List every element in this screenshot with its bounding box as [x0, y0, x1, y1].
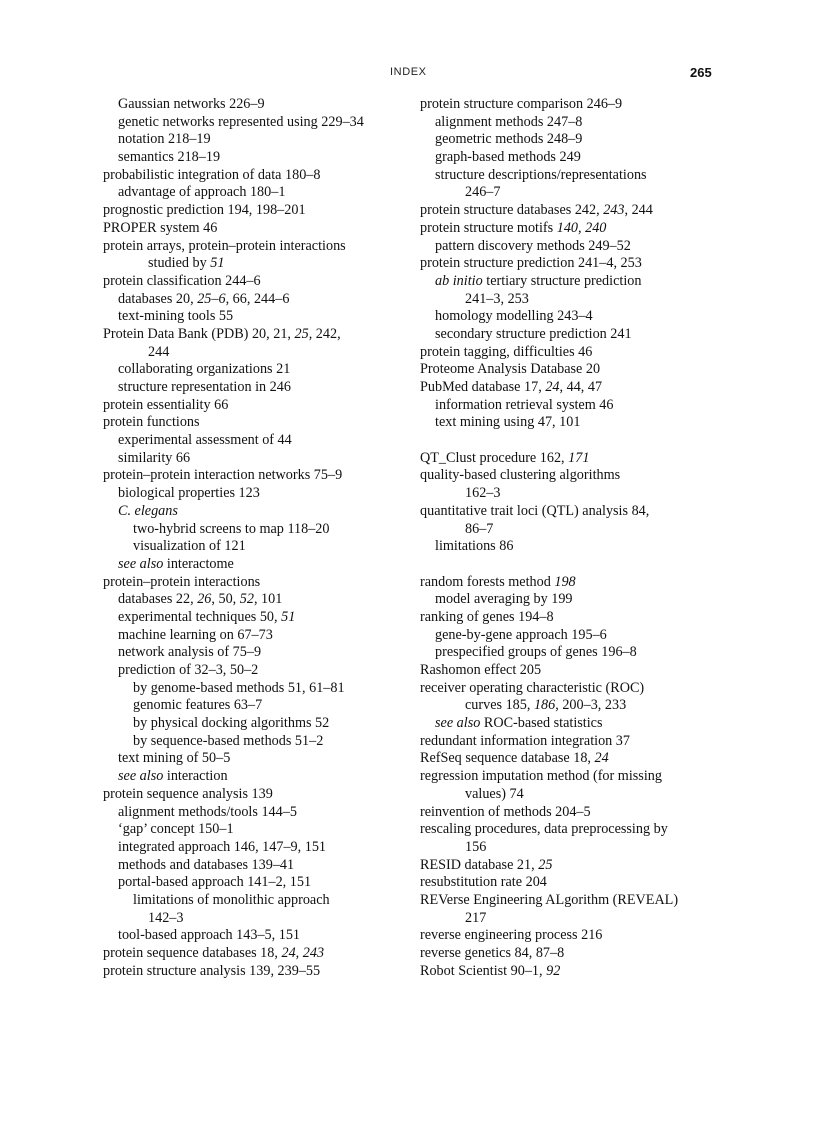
index-entry-text: 162–3	[465, 485, 501, 502]
index-subentry	[103, 750, 403, 768]
index-subentry	[103, 927, 403, 945]
index-subentry	[420, 149, 720, 167]
index-entry-italic-text: 26	[197, 591, 212, 608]
index-entry-text: Gaussian networks 226–9	[118, 96, 265, 112]
index-entry-text: homology modelling 243–4	[435, 308, 593, 325]
index-entry-italic-text: 92	[546, 962, 561, 979]
index-subentry	[103, 538, 403, 556]
index-entry	[420, 821, 720, 839]
index-entry-text: structure representation in 246	[118, 379, 291, 395]
index-entry-text: limitations 86	[435, 538, 514, 555]
index-entry	[420, 574, 720, 592]
index-subentry	[103, 96, 403, 114]
index-entry-italic-text: 186	[533, 697, 556, 714]
index-entry-text: tool-based approach 143–5, 151	[118, 927, 301, 944]
index-entry	[420, 750, 720, 768]
index-subentry	[420, 308, 720, 326]
index-entry	[420, 963, 720, 981]
index-subentry	[103, 131, 403, 149]
index-entry-text: information retrieval system 46	[435, 396, 614, 413]
index-entry-text: , 66, 244–6	[225, 290, 290, 307]
index-entry	[103, 167, 403, 185]
index-entry-text: databases 20,	[118, 290, 198, 307]
index-entry-italic-text: ab initio	[435, 272, 483, 289]
index-subentry	[103, 255, 403, 273]
index-entry-text: Protein Data Bank (PDB) 20, 21,	[103, 325, 295, 342]
index-subentry	[103, 344, 403, 362]
index-entry	[420, 927, 720, 945]
index-entry	[103, 414, 403, 432]
index-entry	[420, 344, 720, 362]
index-entry-text: ‘gap’ concept 150–1	[118, 821, 234, 838]
index-subentry	[420, 485, 720, 503]
index-entry-text: by genome-based methods 51, 61–81	[133, 679, 345, 696]
index-entry-text: 217	[465, 909, 487, 926]
index-subentry	[103, 591, 403, 609]
index-subentry	[420, 184, 720, 202]
index-entry	[420, 662, 720, 680]
index-subentry	[103, 432, 403, 450]
index-subentry	[420, 644, 720, 662]
index-entry-text: experimental techniques 50,	[118, 608, 282, 625]
index-entry-italic-text: 243	[603, 202, 625, 219]
index-subentry	[103, 114, 403, 132]
index-entry	[103, 238, 403, 256]
index-entry-text: resubstitution rate 204	[420, 874, 547, 891]
index-entry-italic-text: 24	[594, 750, 609, 767]
index-entry-text: interactome	[163, 555, 234, 572]
index-entry-text: methods and databases 139–41	[118, 856, 295, 873]
index-entry	[420, 467, 720, 485]
index-entry	[420, 804, 720, 822]
index-subentry	[420, 697, 720, 715]
index-entry	[420, 202, 720, 220]
index-subentry	[103, 556, 403, 574]
index-entry-text: quality-based clustering algorithms	[420, 467, 621, 484]
index-subentry	[103, 715, 403, 733]
index-entry	[420, 503, 720, 521]
index-entry-text: gene-by-gene approach 195–6	[435, 626, 607, 643]
index-entry-text: graph-based methods 249	[435, 149, 581, 166]
index-subentry	[420, 910, 720, 928]
index-entry-text: 156	[465, 838, 487, 855]
index-entry-italic-text: 52	[239, 591, 254, 608]
index-entry-text: ranking of genes 194–8	[420, 608, 554, 625]
index-entry-text: , 101	[253, 591, 283, 608]
index-entry-text: secondary structure prediction 241	[435, 325, 632, 342]
index-entry	[103, 574, 403, 592]
index-entry-text: random forests method	[420, 573, 555, 590]
index-entry	[103, 467, 403, 485]
index-subentry	[103, 485, 403, 503]
index-entry	[420, 255, 720, 273]
index-entry-text: protein arrays, protein–protein interactions	[103, 237, 346, 254]
index-entry-text: protein structure databases 242,	[420, 202, 604, 219]
index-entry-text: quantitative trait loci (QTL) analysis 84,	[420, 502, 650, 519]
index-entry-text: text mining using 47, 101	[435, 414, 581, 431]
index-subentry	[420, 326, 720, 344]
index-subentry	[103, 627, 403, 645]
index-subentry	[103, 644, 403, 662]
index-entry-italic-text: see also	[435, 715, 481, 732]
index-entry	[420, 892, 720, 910]
index-entry-text: reverse engineering process 216	[420, 927, 603, 944]
index-entry-text: redundant information integration 37	[420, 732, 630, 749]
index-entry-text: 86–7	[465, 520, 494, 537]
index-entry	[420, 768, 720, 786]
index-entry-text: ,	[578, 219, 586, 236]
index-entry-text: protein functions	[103, 414, 200, 431]
index-subentry	[103, 733, 403, 751]
index-entry-italic-text: 25	[294, 325, 309, 342]
index-entry-text: 244	[148, 343, 170, 360]
index-subentry	[420, 786, 720, 804]
index-entry-italic-text: see also	[118, 768, 164, 785]
index-entry-text: advantage of approach 180–1	[118, 184, 286, 201]
running-header	[0, 66, 816, 82]
index-entry-text: tertiary structure prediction	[482, 272, 642, 289]
index-entry-text: prognostic prediction 194, 198–201	[103, 202, 306, 219]
index-entry-text: portal-based approach 141–2, 151	[118, 874, 312, 891]
index-subentry	[103, 361, 403, 379]
index-entry-text: , 44, 47	[559, 379, 603, 395]
index-entry-text: protein essentiality 66	[103, 396, 229, 413]
index-entry-text: , 200–3, 233	[555, 697, 627, 714]
index-entry	[420, 945, 720, 963]
index-entry-text: semantics 218–19	[118, 149, 221, 166]
index-entry	[103, 273, 403, 291]
index-entry-text: probabilistic integration of data 180–8	[103, 166, 321, 183]
index-entry-text: PROPER system 46	[103, 219, 218, 236]
index-letter-break	[420, 432, 720, 450]
index-subentry	[103, 521, 403, 539]
index-entry-italic-text: 171	[568, 449, 590, 466]
index-entry-text: by physical docking algorithms 52	[133, 715, 330, 732]
index-entry-text: ,	[295, 945, 303, 961]
index-subentry	[420, 131, 720, 149]
index-entry-text: protein structure motifs	[420, 219, 557, 236]
index-entry-text: experimental assessment of 44	[118, 432, 292, 449]
index-subentry	[420, 167, 720, 185]
index-entry-italic-text: 198	[554, 573, 576, 590]
index-entry-text: interaction	[163, 768, 228, 785]
index-entry-text: reverse genetics 84, 87–8	[420, 945, 565, 961]
index-subentry	[420, 715, 720, 733]
index-entry-text: geometric methods 248–9	[435, 131, 583, 148]
index-entry	[420, 733, 720, 751]
index-entry-text: , 50,	[211, 591, 240, 608]
index-entry-italic-text: 140	[556, 219, 579, 236]
index-entry-text: protein tagging, difficulties 46	[420, 343, 593, 360]
index-entry-text: 241–3, 253	[465, 290, 529, 307]
index-subentry	[103, 697, 403, 715]
index-subentry	[103, 892, 403, 910]
index-entry-text: receiver operating characteristic (ROC)	[420, 679, 645, 696]
index-entry-text: machine learning on 67–73	[118, 626, 273, 643]
index-entry-text: protein structure analysis 139, 239–55	[103, 962, 321, 979]
index-entry	[420, 874, 720, 892]
index-entry	[420, 680, 720, 698]
index-entry-text: reinvention of methods 204–5	[420, 803, 591, 820]
index-subentry	[103, 662, 403, 680]
index-entry-text: values) 74	[465, 785, 524, 802]
index-entry-text: integrated approach 146, 147–9, 151	[118, 838, 327, 855]
index-subentry	[103, 910, 403, 928]
index-subentry	[103, 768, 403, 786]
index-entry-text: text mining of 50–5	[118, 750, 231, 767]
index-entry	[103, 326, 403, 344]
index-entry-italic-text: 51	[210, 255, 225, 272]
index-subentry	[103, 874, 403, 892]
index-subentry	[103, 450, 403, 468]
index-entry-text: protein–protein interaction networks 75–9	[103, 467, 343, 484]
index-subentry	[103, 308, 403, 326]
index-entry-text: prediction of 32–3, 50–2	[118, 662, 259, 678]
index-entry-italic-text: 24	[281, 945, 296, 961]
index-entry-text: genetic networks represented using 229–34	[118, 113, 364, 130]
index-entry-text: RESID database 21,	[420, 856, 539, 873]
index-entry-text: protein structure comparison 246–9	[420, 96, 623, 112]
index-entry-text: RefSeq sequence database 18,	[420, 750, 595, 767]
index-entry	[103, 963, 403, 981]
page-number: 265	[690, 65, 712, 80]
index-entry-text: databases 22,	[118, 591, 198, 608]
index-subentry	[103, 680, 403, 698]
index-entry-text: prespecified groups of genes 196–8	[435, 644, 637, 661]
index-entry-text: 142–3	[148, 909, 184, 926]
index-column-left	[103, 96, 403, 980]
index-entry-text: ROC-based statistics	[480, 715, 603, 732]
index-entry-text: rescaling procedures, data preprocessing by	[420, 821, 668, 838]
index-subentry	[103, 839, 403, 857]
index-entry-text: QT_Clust procedure 162,	[420, 449, 569, 466]
index-entry-text: biological properties 123	[118, 485, 260, 502]
index-entry-text: alignment methods/tools 144–5	[118, 803, 297, 820]
index-entry	[103, 945, 403, 963]
index-entry	[103, 220, 403, 238]
index-entry-italic-text: C. elegans	[118, 502, 178, 519]
index-entry-text: studied by	[148, 255, 211, 272]
index-subentry	[103, 821, 403, 839]
running-header-title: INDEX	[390, 66, 427, 78]
index-column-right	[420, 96, 720, 980]
index-subentry	[103, 609, 403, 627]
index-entry-italic-text: 51	[281, 608, 296, 625]
index-entry-text: PubMed database 17,	[420, 379, 546, 395]
index-entry-text: protein–protein interactions	[103, 573, 261, 590]
index-entry-text: Rashomon effect 205	[420, 662, 542, 678]
index-subentry	[420, 839, 720, 857]
index-subentry	[420, 627, 720, 645]
index-entry-text: text-mining tools 55	[118, 308, 234, 325]
index-subentry	[420, 414, 720, 432]
index-entry-text: two-hybrid screens to map 118–20	[133, 520, 330, 537]
index-entry-text: protein classification 244–6	[103, 272, 261, 289]
index-subentry	[103, 184, 403, 202]
index-entry-text: , 244	[624, 202, 653, 219]
index-entry-text: network analysis of 75–9	[118, 644, 262, 661]
index-entry-italic-text: 240	[585, 219, 607, 236]
index-subentry	[103, 149, 403, 167]
index-subentry	[103, 857, 403, 875]
index-entry-text: model averaging by 199	[435, 591, 573, 608]
index-entry-text: alignment methods 247–8	[435, 113, 583, 130]
index-subentry	[103, 379, 403, 397]
index-entry	[420, 220, 720, 238]
index-entry-text: genomic features 63–7	[133, 697, 263, 714]
index-entry-text: Robot Scientist 90–1,	[420, 962, 547, 979]
index-entry-text: curves 185,	[465, 697, 534, 714]
index-subentry	[420, 521, 720, 539]
index-subentry	[420, 538, 720, 556]
index-entry-text: protein sequence analysis 139	[103, 785, 273, 802]
index-entry-text: visualization of 121	[133, 538, 246, 555]
index-subentry	[103, 503, 403, 521]
index-entry	[420, 450, 720, 468]
index-subentry	[420, 397, 720, 415]
index-entry-text: protein sequence databases 18,	[103, 945, 282, 961]
index-entry-text: structure descriptions/representations	[435, 166, 647, 183]
index-entry	[103, 397, 403, 415]
index-entry-italic-text: see also	[118, 555, 164, 572]
index-entry-text: protein structure prediction 241–4, 253	[420, 255, 642, 272]
index-entry	[420, 379, 720, 397]
index-entry-italic-text: 25	[538, 856, 553, 873]
index-entry	[420, 857, 720, 875]
index-entry-text: pattern discovery methods 249–52	[435, 237, 631, 254]
index-entry-text: Proteome Analysis Database 20	[420, 361, 601, 378]
index-entry	[420, 361, 720, 379]
index-entry-text: notation 218–19	[118, 131, 211, 148]
index-entry-italic-text: 243	[302, 945, 325, 961]
index-subentry	[103, 804, 403, 822]
index-entry-italic-text: 24	[545, 379, 560, 395]
index-entry	[103, 202, 403, 220]
index-entry-text: 246–7	[465, 184, 501, 201]
index-subentry	[420, 114, 720, 132]
index-subentry	[103, 291, 403, 309]
index-entry-text: regression imputation method (for missing	[420, 768, 662, 785]
index-entry-text: limitations of monolithic approach	[133, 891, 330, 908]
index-entry	[103, 786, 403, 804]
index-entry-text: , 242,	[308, 325, 341, 342]
index-entry-text: similarity 66	[118, 449, 191, 466]
index-subentry	[420, 591, 720, 609]
index-entry-italic-text: 25–6	[197, 290, 226, 307]
index-entry-text: collaborating organizations 21	[118, 361, 291, 378]
index-entry	[420, 96, 720, 114]
index-letter-break	[420, 556, 720, 574]
index-subentry	[420, 273, 720, 291]
index-entry-text: REVerse Engineering ALgorithm (REVEAL)	[420, 891, 679, 908]
index-entry	[420, 609, 720, 627]
index-entry-text: by sequence-based methods 51–2	[133, 732, 324, 749]
index-subentry	[420, 291, 720, 309]
index-subentry	[420, 238, 720, 256]
